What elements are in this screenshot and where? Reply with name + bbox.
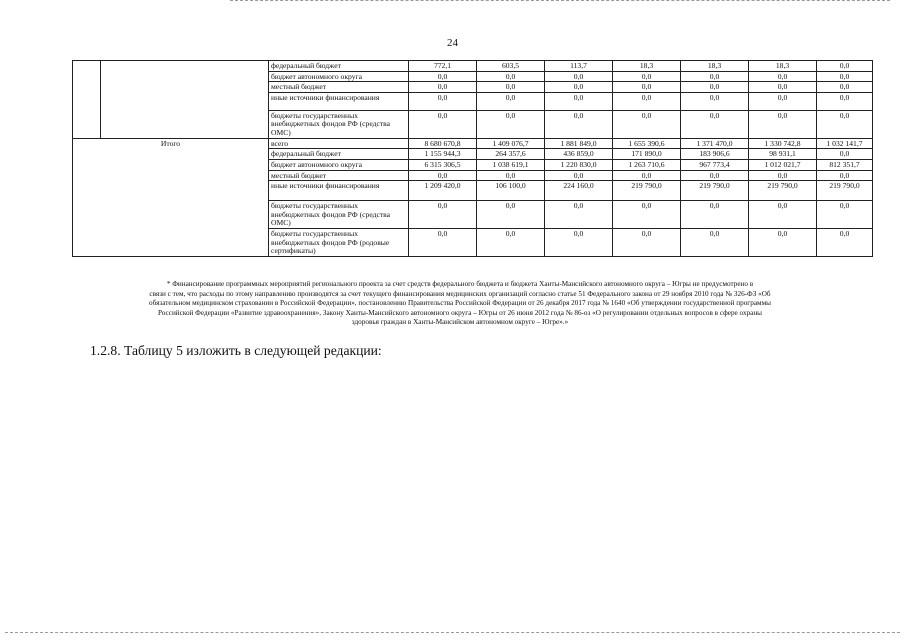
value-cell: 219 790,0 xyxy=(817,181,873,201)
value-cell: 1 263 710,6 xyxy=(613,159,681,170)
row-label: иные источники финансирования xyxy=(269,92,409,110)
value-cell: 1 881 849,0 xyxy=(545,138,613,149)
value-cell: 0,0 xyxy=(817,229,873,257)
value-cell: 0,0 xyxy=(477,201,545,229)
value-cell: 1 209 420,0 xyxy=(409,181,477,201)
value-cell: 224 160,0 xyxy=(545,181,613,201)
value-cell: 0,0 xyxy=(477,92,545,110)
value-cell: 0,0 xyxy=(681,92,749,110)
value-cell: 219 790,0 xyxy=(613,181,681,201)
value-cell: 1 012 021,7 xyxy=(749,159,817,170)
value-cell: 967 773,4 xyxy=(681,159,749,170)
footnote xyxy=(80,280,840,328)
value-cell: 1 032 141,7 xyxy=(817,138,873,149)
value-cell: 0,0 xyxy=(613,170,681,181)
value-cell: 0,0 xyxy=(409,92,477,110)
value-cell: 0,0 xyxy=(681,110,749,138)
value-cell: 0,0 xyxy=(681,82,749,93)
row-label: федеральный бюджет xyxy=(269,149,409,160)
value-cell: 0,0 xyxy=(545,170,613,181)
value-cell: 0,0 xyxy=(749,82,817,93)
row-label: бюджеты государственных внебюджетных фондов РФ (средства ОМС) xyxy=(269,110,409,138)
value-cell: 0,0 xyxy=(817,82,873,93)
instruction-heading: 1.2.8. Таблицу 5 изложить в следующей редакции: xyxy=(90,343,382,358)
empty-cell xyxy=(101,61,269,139)
value-cell: 0,0 xyxy=(613,71,681,82)
row-label: бюджеты государственных внебюджетных фондов РФ (средства ОМС) xyxy=(269,201,409,229)
value-cell: 0,0 xyxy=(817,71,873,82)
scan-edge-top xyxy=(230,0,890,3)
value-cell: 0,0 xyxy=(613,92,681,110)
table-row xyxy=(73,61,873,72)
value-cell: 0,0 xyxy=(817,170,873,181)
row-label: бюджет автономного округа xyxy=(269,71,409,82)
value-cell: 1 155 944,3 xyxy=(409,149,477,160)
value-cell: 0,0 xyxy=(477,229,545,257)
value-cell: 0,0 xyxy=(817,201,873,229)
row-label: федеральный бюджет xyxy=(269,61,409,72)
footnote-line: связи с тем, что расходы по этому направлению производятся за счет текущего финансирования медицинских организаций согласно статье 51 Федерального закона от 29 ноября 2010 года № 326-ФЗ «Об xyxy=(149,289,771,298)
value-cell: 0,0 xyxy=(545,71,613,82)
value-cell: 0,0 xyxy=(477,110,545,138)
value-cell: 0,0 xyxy=(749,71,817,82)
value-cell: 0,0 xyxy=(545,201,613,229)
value-cell: 0,0 xyxy=(749,110,817,138)
row-label: местный бюджет xyxy=(269,170,409,181)
value-cell: 0,0 xyxy=(545,92,613,110)
value-cell: 219 790,0 xyxy=(681,181,749,201)
value-cell: 0,0 xyxy=(681,71,749,82)
value-cell: 264 357,6 xyxy=(477,149,545,160)
value-cell: 183 906,6 xyxy=(681,149,749,160)
value-cell: 18,3 xyxy=(749,61,817,72)
value-cell: 603,5 xyxy=(477,61,545,72)
row-label: иные источники финансирования xyxy=(269,181,409,201)
value-cell: 1 655 390,6 xyxy=(613,138,681,149)
scan-edge-bottom xyxy=(5,632,900,635)
value-cell: 106 100,0 xyxy=(477,181,545,201)
value-cell: 1 038 619,1 xyxy=(477,159,545,170)
value-cell: 0,0 xyxy=(545,229,613,257)
value-cell: 113,7 xyxy=(545,61,613,72)
value-cell: 0,0 xyxy=(817,110,873,138)
row-label: бюджеты государственных внебюджетных фондов РФ (родовые сертификаты) xyxy=(269,229,409,257)
budget-table xyxy=(72,60,873,257)
value-cell: 0,0 xyxy=(817,92,873,110)
value-cell: 0,0 xyxy=(681,201,749,229)
value-cell: 0,0 xyxy=(409,201,477,229)
value-cell: 0,0 xyxy=(681,170,749,181)
value-cell: 812 351,7 xyxy=(817,159,873,170)
value-cell: 0,0 xyxy=(817,149,873,160)
value-cell: 171 890,0 xyxy=(613,149,681,160)
value-cell: 0,0 xyxy=(409,110,477,138)
row-label: местный бюджет xyxy=(269,82,409,93)
value-cell: 0,0 xyxy=(545,82,613,93)
value-cell: 219 790,0 xyxy=(749,181,817,201)
value-cell: 0,0 xyxy=(681,229,749,257)
value-cell: 0,0 xyxy=(409,229,477,257)
value-cell: 772,1 xyxy=(409,61,477,72)
footnote-line: здоровья граждан в Ханты-Мансийском автономном округе – Югре».» xyxy=(351,318,569,326)
value-cell: 0,0 xyxy=(613,201,681,229)
value-cell: 0,0 xyxy=(545,110,613,138)
value-cell: 0,0 xyxy=(749,170,817,181)
value-cell: 1 371 470,0 xyxy=(681,138,749,149)
value-cell: 18,3 xyxy=(613,61,681,72)
footnote-line: * Финансирование программных мероприятий регионального проекта за счет средств федерального бюджета и бюджета Ханты-Мансийского автономного округа – Югры не предусмотрено в xyxy=(166,280,754,288)
value-cell: 0,0 xyxy=(477,71,545,82)
value-cell: 1 330 742,8 xyxy=(749,138,817,149)
footnote-line: обязательном медицинском страховании в Российской Федерации», постановлению Правительства Российской Федерации от 26 декабря 2017 года № 1640 «Об утверждении государственной программы xyxy=(149,299,771,307)
table-row xyxy=(73,138,873,149)
value-cell: 0,0 xyxy=(613,229,681,257)
page-number: 24 xyxy=(447,37,458,49)
value-cell: 0,0 xyxy=(749,201,817,229)
value-cell: 8 680 670,8 xyxy=(409,138,477,149)
value-cell: 0,0 xyxy=(749,92,817,110)
row-label: всего xyxy=(269,138,409,149)
value-cell: 98 931,1 xyxy=(749,149,817,160)
value-cell: 6 315 306,5 xyxy=(409,159,477,170)
value-cell: 0,0 xyxy=(477,170,545,181)
value-cell: 0,0 xyxy=(749,229,817,257)
empty-cell xyxy=(73,61,101,139)
value-cell: 0,0 xyxy=(409,82,477,93)
value-cell: 1 220 830,0 xyxy=(545,159,613,170)
value-cell: 0,0 xyxy=(817,61,873,72)
value-cell: 18,3 xyxy=(681,61,749,72)
value-cell: 0,0 xyxy=(477,82,545,93)
value-cell: 0,0 xyxy=(613,110,681,138)
row-label: бюджет автономного округа xyxy=(269,159,409,170)
value-cell: 436 859,0 xyxy=(545,149,613,160)
itogo-label: Итого xyxy=(73,138,269,256)
value-cell: 0,0 xyxy=(613,82,681,93)
value-cell: 0,0 xyxy=(409,71,477,82)
value-cell: 1 409 076,7 xyxy=(477,138,545,149)
value-cell: 0,0 xyxy=(409,170,477,181)
footnote-line: Российской Федерации «Развитие здравоохранения», Закону Ханты-Мансийского автономного округа – Югры от 26 июня 2012 года № 86-оз «О регулировании отдельных вопросов в сфере охраны xyxy=(157,308,763,317)
